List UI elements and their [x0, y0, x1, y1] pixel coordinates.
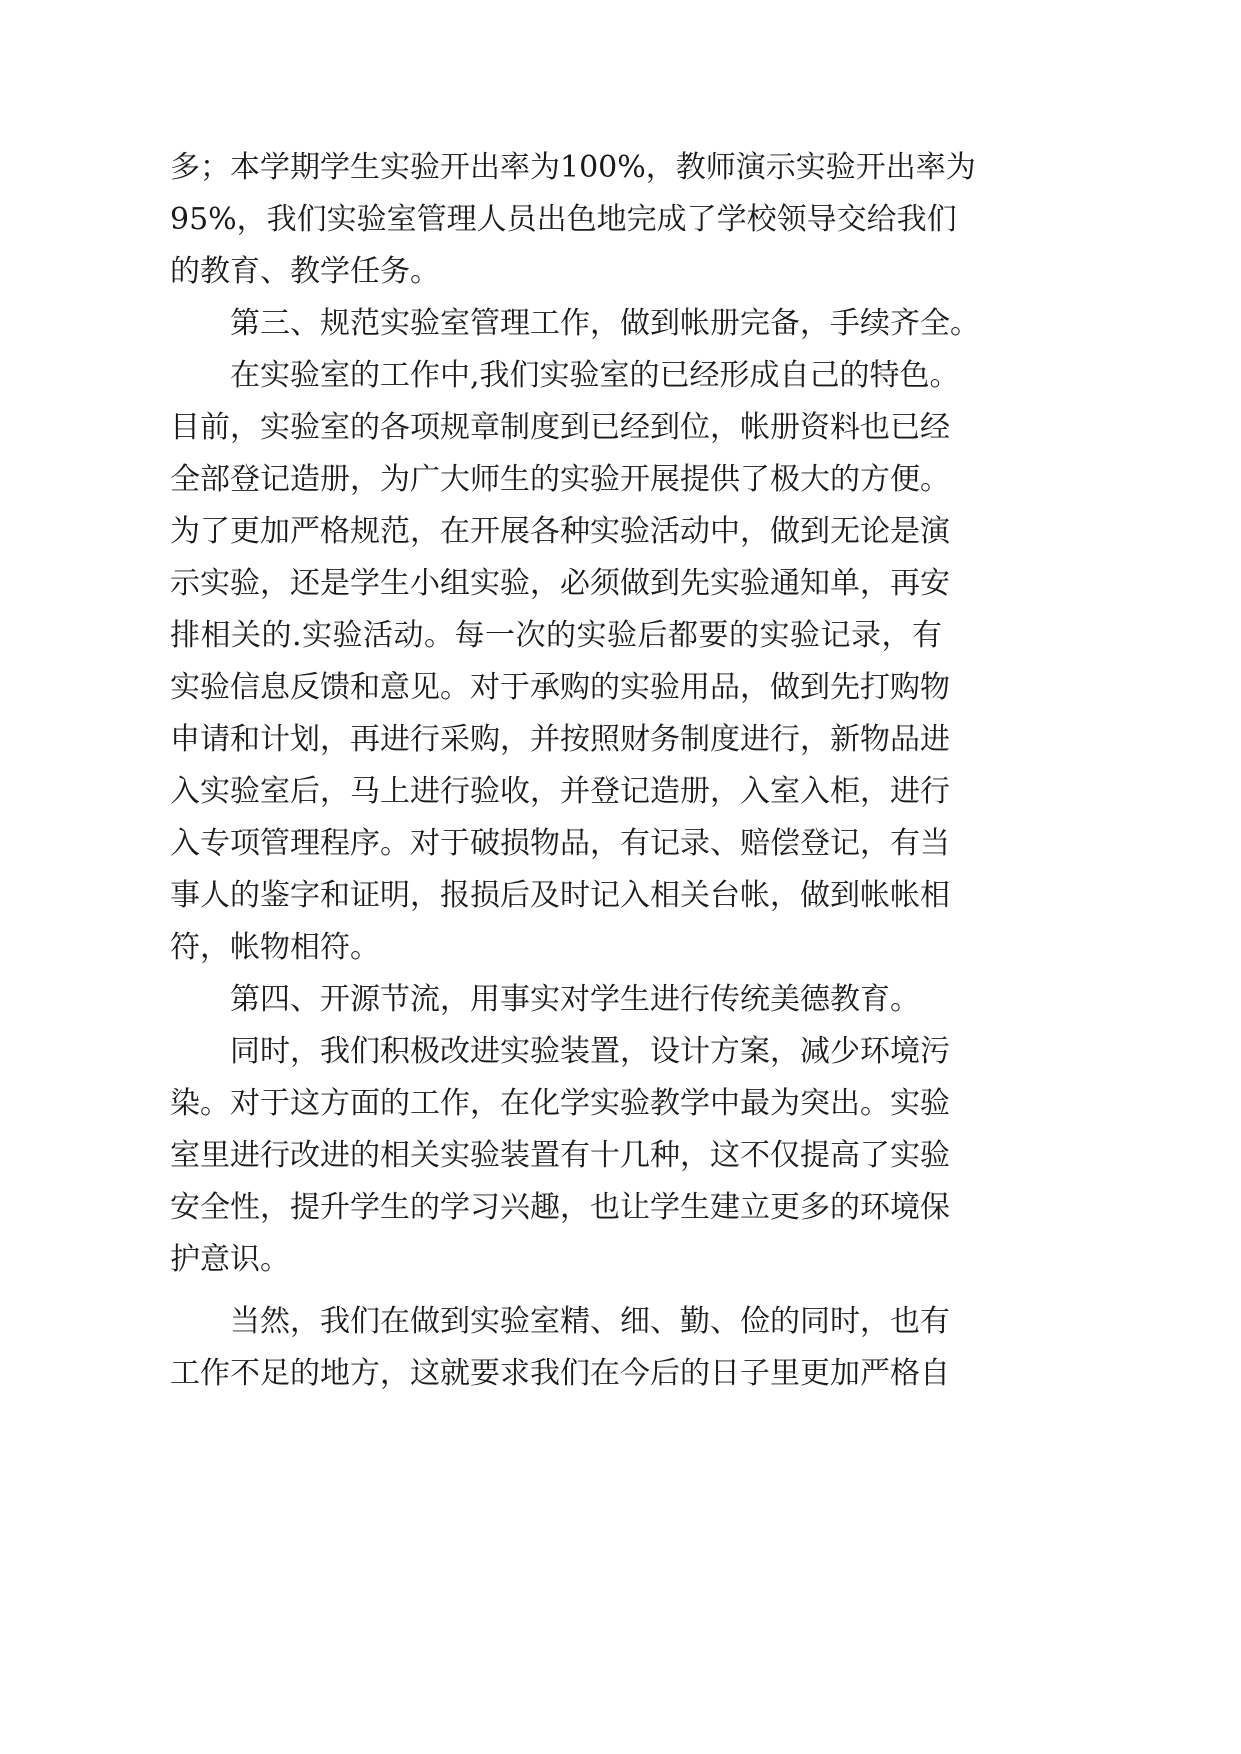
document-body — [170, 142, 980, 1400]
section-heading-3: 第三、规范实验室管理工作，做到帐册完备，手续齐全。 — [230, 306, 980, 341]
paragraph-gap — [170, 1286, 942, 1296]
text-line: 入实验室后，马上进行验收，并登记造册，入室入柜，进行 — [170, 774, 950, 809]
text-line: 当然，我们在做到实验室精、细、勤、俭的同时，也有 — [230, 1304, 950, 1339]
text-line: 工作不足的地方，这就要求我们在今后的日子里更加严格自 — [170, 1356, 950, 1391]
text-line: 目前，实验室的各项规章制度到已经到位，帐册资料也已经 — [170, 410, 950, 445]
text-line: 符，帐物相符。 — [170, 930, 380, 965]
text-line: 申请和计划，再进行采购，并按照财务制度进行，新物品进 — [170, 722, 950, 757]
text-line: 95%，我们实验室管理人员出色地完成了学校领导交给我们 — [170, 202, 957, 237]
section-heading-4: 第四、开源节流，用事实对学生进行传统美德教育。 — [230, 982, 920, 1017]
text-line: 在实验室的工作中,我们实验室的已经形成自己的特色。 — [230, 358, 960, 393]
text-line: 染。对于这方面的工作，在化学实验教学中最为突出。实验 — [170, 1086, 950, 1121]
text-line: 全部登记造册，为广大师生的实验开展提供了极大的方便。 — [170, 462, 950, 497]
text-line: 同时，我们积极改进实验装置，设计方案，减少环境污 — [230, 1034, 950, 1069]
text-line: 安全性，提升学生的学习兴趣，也让学生建立更多的环境保 — [170, 1190, 950, 1225]
text-line: 多；本学期学生实验开出率为100%，教师演示实验开出率为 — [170, 150, 976, 185]
text-line: 室里进行改进的相关实验装置有十几种，这不仅提高了实验 — [170, 1138, 950, 1173]
text-line: 示实验，还是学生小组实验，必须做到先实验通知单，再安 — [170, 566, 950, 601]
text-line: 排相关的.实验活动。每一次的实验后都要的实验记录，有 — [170, 618, 942, 653]
text-line: 护意识。 — [170, 1242, 290, 1277]
text-line: 事人的鉴字和证明，报损后及时记入相关台帐，做到帐帐相 — [170, 878, 950, 913]
text-line: 入专项管理程序。对于破损物品，有记录、赔偿登记，有当 — [170, 826, 950, 861]
text-line: 为了更加严格规范，在开展各种实验活动中，做到无论是演 — [170, 514, 950, 549]
text-line: 实验信息反馈和意见。对于承购的实验用品，做到先打购物 — [170, 670, 950, 705]
text-line: 的教育、教学任务。 — [170, 254, 440, 289]
